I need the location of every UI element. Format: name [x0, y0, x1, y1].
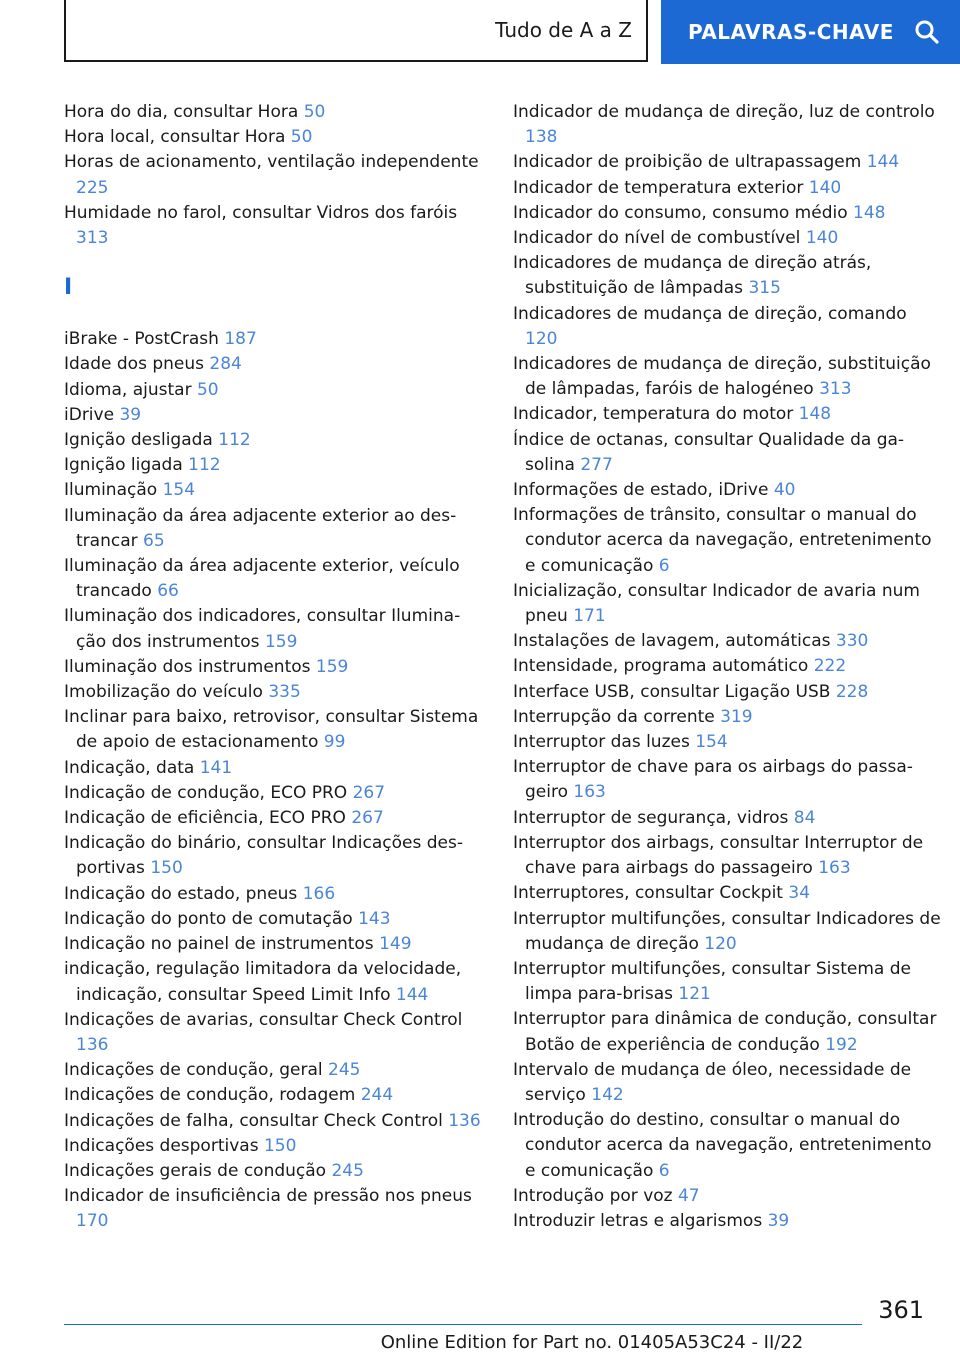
- page-reference-link[interactable]: 6: [658, 555, 670, 576]
- index-entry-text: Indicação no painel de instrumentos: [64, 934, 380, 955]
- page-reference-link[interactable]: 163: [573, 782, 606, 803]
- keywords-tab-label: PALAVRAS-CHAVE: [688, 20, 894, 44]
- page-reference-link[interactable]: 154: [162, 480, 196, 501]
- index-entry: [513, 629, 943, 654]
- index-entry: [64, 882, 484, 907]
- index-letter-heading: I: [64, 275, 73, 301]
- page-reference-link[interactable]: 171: [573, 606, 606, 627]
- page-reference-link[interactable]: 144: [866, 152, 900, 173]
- index-entry: [64, 781, 484, 806]
- index-entry: [64, 504, 484, 554]
- index-entry-text: Indicação do ponto de comutação: [64, 908, 359, 929]
- index-entry: [64, 1083, 484, 1108]
- page-reference-link[interactable]: 267: [351, 808, 384, 829]
- index-entry-text: Interruptor para dinâmica de condução, consultar Botão de experiência de condução: [513, 1009, 937, 1055]
- index-entry: [64, 378, 484, 403]
- search-icon[interactable]: [914, 19, 940, 45]
- index-entry: [513, 352, 943, 402]
- index-entry-text: Introduzir letras e algarismos: [513, 1210, 768, 1231]
- page-reference-link[interactable]: 150: [150, 858, 183, 879]
- page-reference-link[interactable]: 187: [224, 329, 257, 350]
- index-entry: [513, 428, 943, 478]
- page-reference-link[interactable]: 245: [328, 1060, 361, 1081]
- footer-divider: [64, 1324, 862, 1325]
- index-entry: [64, 453, 484, 478]
- page-reference-link[interactable]: 159: [264, 631, 298, 652]
- index-entry-text: Indicações de condução, geral: [64, 1060, 329, 1081]
- index-entry-text: Interruptores, consultar Cockpit: [513, 883, 789, 904]
- index-entry: [513, 503, 943, 579]
- index-entry: [513, 831, 943, 881]
- index-entry-text: Indicação de condução, ECO PRO: [64, 782, 353, 803]
- index-entry: [513, 302, 943, 352]
- page-reference-link[interactable]: 142: [591, 1084, 624, 1105]
- index-entry-text: Indicações de condução, rodagem: [64, 1085, 361, 1106]
- index-entry: [513, 226, 943, 251]
- page-reference-link[interactable]: 39: [767, 1210, 790, 1231]
- page-reference-link[interactable]: 84: [793, 807, 816, 828]
- page-reference-link[interactable]: 313: [819, 379, 852, 400]
- index-entry: [513, 579, 943, 629]
- page-reference-link[interactable]: 315: [748, 278, 781, 299]
- page-reference-link[interactable]: 47: [677, 1185, 700, 1206]
- index-entry-text: Iluminação: [64, 480, 163, 501]
- index-entry-text: Inclinar para baixo, retrovisor, consultar Sistema de apoio de estacionamento: [64, 707, 479, 753]
- index-entry: [64, 1008, 484, 1058]
- index-entry: [513, 1209, 943, 1234]
- index-entry: [513, 1007, 943, 1057]
- index-entry-text: Interruptor das luzes: [513, 732, 696, 753]
- page-reference-link[interactable]: 170: [76, 1211, 109, 1232]
- page-reference-link[interactable]: 335: [268, 682, 301, 703]
- page-reference-link[interactable]: 277: [580, 454, 613, 475]
- index-entry-text: Indicações gerais de condução: [64, 1160, 332, 1181]
- index-entry: [64, 806, 484, 831]
- index-entry: [513, 150, 943, 175]
- section-title-box: [64, 0, 648, 62]
- page-reference-link[interactable]: 144: [395, 984, 429, 1005]
- page-reference-link[interactable]: 228: [835, 681, 869, 702]
- page-reference-link[interactable]: 140: [805, 228, 839, 249]
- index-entry: [64, 932, 484, 957]
- page-reference-link[interactable]: 6: [658, 1160, 670, 1181]
- index-entry-text: Inicialização, consultar Indicador de avaria num pneu: [513, 580, 920, 627]
- index-entry-text: Indicação de eficiência, ECO PRO: [64, 808, 352, 829]
- page-reference-link[interactable]: 163: [818, 858, 851, 879]
- page-reference-link[interactable]: 148: [798, 404, 832, 425]
- index-entry-text: Indicador de insuficiência de pressão nos pneus: [64, 1186, 472, 1207]
- index-entry: [513, 100, 943, 150]
- index-entry: [513, 806, 943, 831]
- index-entry: [64, 1109, 484, 1134]
- index-entry-text: Indicação, data: [64, 757, 200, 778]
- index-entry: [513, 176, 943, 201]
- page-reference-link[interactable]: 192: [825, 1034, 858, 1055]
- page-reference-link[interactable]: 148: [853, 202, 886, 223]
- page-reference-link[interactable]: 136: [76, 1034, 109, 1055]
- index-entry-text: Hora do dia, consultar Hora: [64, 102, 304, 122]
- keywords-tab[interactable]: [661, 0, 960, 64]
- index-entry-text: Indicador de temperatura exterior: [513, 177, 809, 198]
- index-entry-text: Horas de acionamento, ventilação independente: [64, 152, 479, 173]
- index-entry-text: Humidade no farol, consultar Vidros dos faróis: [64, 202, 458, 223]
- index-entry-text: Ignição ligada: [64, 455, 189, 476]
- index-entry: [64, 1184, 484, 1234]
- index-entry: [64, 428, 484, 453]
- page-reference-link[interactable]: 121: [678, 984, 711, 1005]
- index-entry: [513, 705, 943, 730]
- page-reference-link[interactable]: 225: [76, 177, 109, 198]
- index-entry-text: iDrive: [64, 404, 120, 425]
- page-reference-link[interactable]: 40: [773, 480, 796, 501]
- page-reference-link[interactable]: 140: [808, 177, 842, 198]
- index-entry: [64, 150, 484, 200]
- index-entry-text: Interrupção da corrente: [513, 706, 721, 727]
- index-entry-text: Indicador do consumo, consumo médio: [513, 202, 854, 223]
- index-entry: [513, 1184, 943, 1209]
- index-entry: [64, 352, 484, 377]
- index-entry: [513, 755, 943, 805]
- index-entry: [513, 881, 943, 906]
- page-reference-link[interactable]: 267: [352, 782, 386, 803]
- page-reference-link[interactable]: 149: [379, 934, 412, 955]
- index-entry-text: Intervalo de mudança de óleo, necessidade de serviço: [513, 1059, 912, 1105]
- page-reference-link[interactable]: 66: [157, 581, 179, 602]
- page-number: 361: [878, 1296, 924, 1324]
- index-entry-text: Iluminação da área adjacente exterior ao destrancar: [64, 505, 457, 551]
- index-entry: [513, 201, 943, 226]
- index-entry-text: Interruptor dos airbags, consultar Interruptor de chave para airbags do passageiro: [513, 832, 924, 879]
- index-entry: [64, 957, 484, 1007]
- page-reference-link[interactable]: 136: [448, 1110, 481, 1131]
- index-entry: [513, 1108, 943, 1184]
- page-reference-link[interactable]: 141: [199, 757, 233, 778]
- page-reference-link[interactable]: 313: [76, 228, 109, 249]
- index-entry-text: Índice de octanas, consultar Qualidade da gasolina: [513, 429, 905, 475]
- index-entry-text: Interruptor de chave para os airbags do passageiro: [513, 757, 913, 803]
- index-entry-text: Idioma, ajustar: [64, 379, 197, 400]
- page-reference-link[interactable]: 154: [695, 732, 728, 753]
- index-entry: [64, 907, 484, 932]
- index-entry-text: Indicação do estado, pneus: [64, 883, 303, 904]
- index-entry: [64, 655, 484, 680]
- index-entry-text: Indicação do binário, consultar Indicações desportivas: [64, 833, 463, 879]
- index-entry: [64, 1058, 484, 1083]
- page-reference-link[interactable]: 39: [119, 404, 142, 425]
- page-reference-link[interactable]: 245: [331, 1160, 364, 1181]
- page-reference-link[interactable]: 50: [290, 127, 313, 148]
- index-entry-text: Iluminação dos indicadores, consultar Iluminação dos instrumentos: [64, 606, 461, 652]
- section-title: Tudo de A a Z: [495, 18, 632, 42]
- page-reference-link[interactable]: 284: [209, 354, 242, 375]
- index-entry-text: Interruptor multifunções, consultar Sistema de limpa para-brisas: [513, 958, 911, 1005]
- index-entry: [513, 1058, 943, 1108]
- index-entry: [64, 756, 484, 781]
- page-reference-link[interactable]: 143: [358, 908, 391, 929]
- index-entry-text: Informações de estado, iDrive: [513, 480, 774, 501]
- index-entry: [64, 1134, 484, 1159]
- page-reference-link[interactable]: 159: [315, 656, 349, 677]
- page-reference-link[interactable]: 244: [360, 1085, 394, 1106]
- footer: [0, 1332, 960, 1353]
- page-reference-link[interactable]: 34: [788, 883, 811, 904]
- index-entry-text: Indicadores de mudança de direção atrás, substituição de lâmpadas: [513, 253, 872, 299]
- page-reference-link[interactable]: 99: [323, 732, 346, 753]
- index-entry-text: Idade dos pneus: [64, 354, 210, 375]
- index-entry: [513, 957, 943, 1007]
- index-entry: [64, 478, 484, 503]
- index-entry: [64, 554, 484, 604]
- footer-text: Online Edition for Part no. 01405A53C24 - II/22: [380, 1332, 804, 1353]
- index-entry-text: Indicador de proibição de ultrapassagem: [513, 152, 867, 173]
- index-entry-text: Indicador do nível de combustível: [513, 228, 806, 249]
- index-entry-text: Introdução por voz: [513, 1185, 678, 1206]
- page-reference-link[interactable]: 120: [525, 328, 558, 349]
- index-entry: [64, 604, 484, 654]
- index-entry-text: Indicador de mudança de direção, luz de controlo: [513, 102, 935, 122]
- page-reference-link[interactable]: 166: [302, 883, 336, 904]
- index-entry-text: indicação, regulação limitadora da velocidade, indicação, consultar Speed Limit Info: [64, 959, 462, 1005]
- index-entry-text: Instalações de lavagem, automáticas: [513, 631, 836, 652]
- index-entry: [64, 1159, 484, 1184]
- page-reference-link[interactable]: 50: [303, 102, 326, 122]
- index-entry-text: Interface USB, consultar Ligação USB: [513, 681, 836, 702]
- index-entry: [64, 831, 484, 881]
- index-entry-text: Indicações de falha, consultar Check Control: [64, 1110, 449, 1131]
- index-entry-text: Informações de trânsito, consultar o manual do condutor acerca da navegação, entretenimento e comunicação: [513, 505, 932, 576]
- index-entry-text: Iluminação dos instrumentos: [64, 656, 316, 677]
- index-entry-text: Indicações desportivas: [64, 1135, 264, 1156]
- page-reference-link[interactable]: 138: [525, 127, 558, 148]
- index-entry: [64, 403, 484, 428]
- page-reference-link[interactable]: 330: [835, 631, 869, 652]
- index-entry-text: Hora local, consultar Hora: [64, 127, 291, 148]
- page-header: [0, 0, 960, 66]
- page-reference-link[interactable]: 112: [218, 430, 251, 451]
- page-reference-link[interactable]: 120: [704, 933, 737, 954]
- index-entry-text: Indicador, temperatura do motor: [513, 404, 799, 425]
- index-entry-text: Introdução do destino, consultar o manual do condutor acerca da navegação, entretenimento e comunicação: [513, 1110, 932, 1181]
- index-entry-text: Iluminação da área adjacente exterior, veículo trancado: [64, 556, 460, 602]
- index-entry: [64, 100, 484, 125]
- index-entry-text: Interruptor de segurança, vidros: [513, 807, 794, 828]
- page-reference-link[interactable]: 319: [720, 706, 753, 727]
- index-entry: [513, 251, 943, 301]
- index-entry: [64, 327, 484, 352]
- index-entry: [513, 478, 943, 503]
- index-entry: [64, 705, 484, 755]
- index-entry-text: Interruptor multifunções, consultar Indicadores de mudança de direção: [513, 908, 941, 954]
- index-entry-text: Indicadores de mudança de direção, substituição de lâmpadas, faróis de halogéneo: [513, 354, 931, 400]
- page-reference-link[interactable]: 112: [188, 455, 221, 476]
- index-entry-text: Indicadores de mudança de direção, comando: [513, 303, 907, 324]
- page-reference-link[interactable]: 150: [263, 1135, 297, 1156]
- index-entry: [64, 680, 484, 705]
- index-entry: [513, 730, 943, 755]
- index-entry: [513, 907, 943, 957]
- index-column-right: [513, 100, 943, 1234]
- index-entry: [513, 654, 943, 679]
- index-entry-text: Ignição desligada: [64, 430, 219, 451]
- index-column-left: [64, 100, 484, 1235]
- index-entry: [64, 125, 484, 150]
- index-entry-text: Imobilização do veículo: [64, 682, 269, 703]
- index-entry: [513, 402, 943, 427]
- page-reference-link[interactable]: 50: [196, 379, 219, 400]
- index-entry: [64, 201, 484, 251]
- index-entry-text: Intensidade, programa automático: [513, 656, 814, 677]
- index-entry-text: iBrake - PostCrash: [64, 329, 225, 350]
- index-entry-text: Indicações de avarias, consultar Check Control: [64, 1009, 463, 1030]
- index-entry: [513, 680, 943, 705]
- page-reference-link[interactable]: 222: [813, 656, 847, 677]
- page-reference-link[interactable]: 65: [143, 530, 165, 551]
